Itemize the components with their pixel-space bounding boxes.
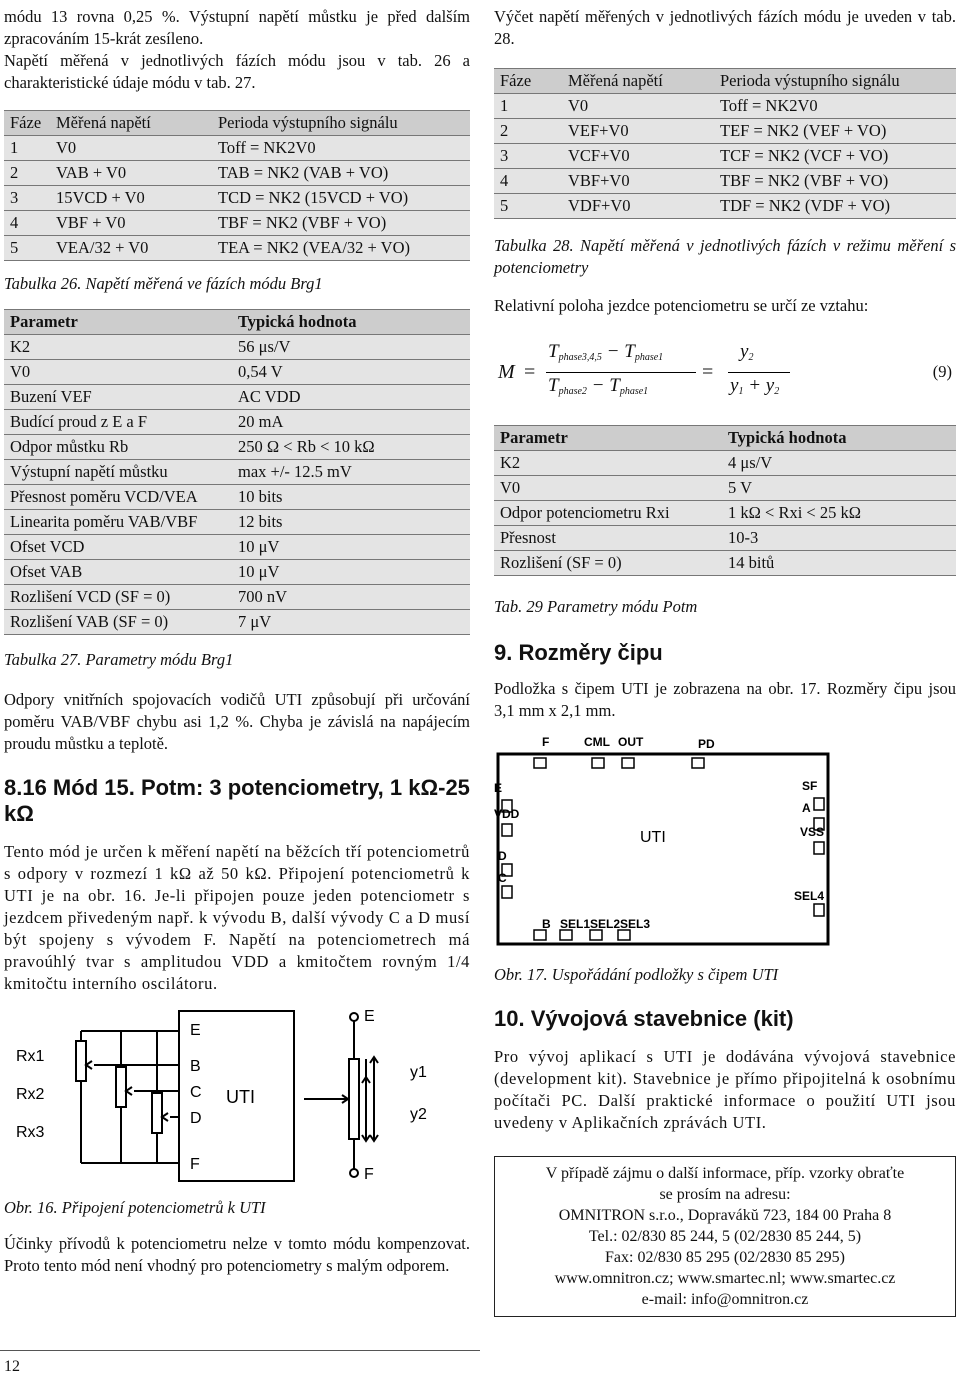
pad-label-sf: SF bbox=[802, 779, 818, 793]
cell: 12 bits bbox=[232, 510, 470, 535]
contact-line: se prosím na adresu: bbox=[659, 1186, 791, 1203]
table-row bbox=[4, 485, 470, 510]
chip-label: UTI bbox=[640, 829, 666, 846]
contact-line: V případě zájmu o další informace, příp. vzorky obraťte bbox=[545, 1165, 905, 1182]
pin-label-f: F bbox=[190, 1156, 200, 1173]
table-row bbox=[4, 535, 470, 560]
cell: 4 μs/V bbox=[722, 451, 956, 476]
table-row bbox=[4, 610, 470, 635]
cell: Odpor můstku Rb bbox=[4, 435, 232, 460]
cell: 700 nV bbox=[232, 585, 470, 610]
cell: 20 mA bbox=[232, 410, 470, 435]
table-row bbox=[4, 385, 470, 410]
pin-label-b: B bbox=[190, 1058, 201, 1075]
cell: Výstupní napětí můstku bbox=[4, 460, 232, 485]
cell: TEA = NK2 (VEA/32 + VO) bbox=[212, 236, 470, 261]
figure-16-caption: Obr. 16. Připojení potenciometrů k UTI bbox=[4, 1198, 266, 1217]
table-row bbox=[4, 585, 470, 610]
cell: TEF = NK2 (VEF + VO) bbox=[714, 119, 956, 144]
header-cell: Měřená napětí bbox=[50, 111, 212, 136]
cell: TCD = NK2 (15VCD + VO) bbox=[212, 186, 470, 211]
pad-label-vss: VSS bbox=[800, 825, 825, 839]
cell: VEA/32 + V0 bbox=[50, 236, 212, 261]
cell: VCF+V0 bbox=[562, 144, 714, 169]
cell: 2 bbox=[494, 119, 562, 144]
table-header bbox=[494, 69, 956, 94]
table-29 bbox=[494, 425, 956, 576]
cell: 2 bbox=[4, 161, 50, 186]
cell: K2 bbox=[494, 451, 722, 476]
pad-label-b: B bbox=[542, 917, 551, 931]
pin-label-c: C bbox=[190, 1084, 202, 1101]
section-heading-8-16: 8.16 Mód 15. Potm: 3 potenciometry, 1 kΩ-25 kΩ bbox=[4, 775, 470, 826]
cell: 10 μV bbox=[232, 560, 470, 585]
table-row bbox=[4, 510, 470, 535]
pad-label-sel2: SEL2 bbox=[590, 917, 621, 931]
cell: 5 bbox=[4, 236, 50, 261]
mode15-paragraph: Tento mód je určen k měření napětí na běžcích tří potenciometrů s odpory v rozmezí 1 kΩ až 50 kΩ. Připojení potenciometrů k UTI je na obr. 16. Je-li připojen pouze jeden potenciometr s jezdcem přivedeným např. k vývodu B, další vývody C a D musí být spojeny s vývodem F. Napětí na potenciometrech má pravoúhlý tvar s amplitudou VDD a kmitočtem rovným 1/4 kmitočtu interního oscilátoru. bbox=[4, 842, 470, 993]
cell: VAB + V0 bbox=[50, 161, 212, 186]
pad-label-e: E bbox=[494, 781, 503, 795]
cell: V0 bbox=[494, 476, 722, 501]
contact-phone: Tel.: 02/830 85 244, 5 (02/2830 85 244, 5) bbox=[588, 1228, 862, 1245]
header-cell: Parametr bbox=[494, 426, 722, 451]
cell: Toff = NK2V0 bbox=[212, 136, 470, 161]
pad-label-f: F bbox=[542, 735, 550, 749]
contact-company: OMNITRON s.r.o., Dopravákŭ 723, 184 00 Praha 8 bbox=[558, 1207, 892, 1224]
cell: 7 μV bbox=[232, 610, 470, 635]
cell: TBF = NK2 (VBF + VO) bbox=[212, 211, 470, 236]
table-row bbox=[4, 410, 470, 435]
pin-label-d: D bbox=[190, 1110, 202, 1127]
page-number: 12 bbox=[4, 1358, 20, 1375]
cell: TCF = NK2 (VCF + VO) bbox=[714, 144, 956, 169]
header-cell: Fáze bbox=[494, 69, 562, 94]
cell: Budící proud z E a F bbox=[4, 410, 232, 435]
cell: AC VDD bbox=[232, 385, 470, 410]
table-26 bbox=[4, 110, 470, 261]
contact-fax: Fax: 02/830 85 295 (02/2830 85 295) bbox=[605, 1249, 845, 1266]
cell: 10 μV bbox=[232, 535, 470, 560]
right-column bbox=[494, 6, 956, 1317]
cell: 5 bbox=[494, 194, 562, 219]
cell: 15VCD + V0 bbox=[50, 186, 212, 211]
cell: Přesnost poměru VCD/VEA bbox=[4, 485, 232, 510]
table-row bbox=[4, 460, 470, 485]
cell: Odpor potenciometru Rxi bbox=[494, 501, 722, 526]
table-row bbox=[4, 211, 470, 236]
cell: 0,54 V bbox=[232, 360, 470, 385]
cell: 10-3 bbox=[722, 526, 956, 551]
table-row bbox=[4, 161, 470, 186]
cell: Rozlišení VCD (SF = 0) bbox=[4, 585, 232, 610]
cell: 3 bbox=[4, 186, 50, 211]
table-row bbox=[4, 435, 470, 460]
pad-label-sel4: SEL4 bbox=[794, 889, 825, 903]
cell: VBF + V0 bbox=[50, 211, 212, 236]
cell: max +/- 12.5 mV bbox=[232, 460, 470, 485]
cell: 1 bbox=[494, 94, 562, 119]
chip-label: UTI bbox=[226, 1087, 255, 1107]
table-27 bbox=[4, 309, 470, 635]
cell: V0 bbox=[50, 136, 212, 161]
left-column bbox=[4, 6, 470, 1277]
cell: Rozlišení VAB (SF = 0) bbox=[4, 610, 232, 635]
intro-paragraph-2: Napětí měřená v jednotlivých fázích módu jsou v tab. 26 a charakteristické údaje módu v tab. 27. bbox=[4, 51, 470, 92]
table-28-caption: Tabulka 28. Napětí měřená v jednotlivých fázích v režimu měření s potenciometry bbox=[494, 236, 956, 277]
cell: 1 kΩ < Rxi < 25 kΩ bbox=[722, 501, 956, 526]
header-cell: Fáze bbox=[4, 111, 50, 136]
section-heading-10: 10. Vývojová stavebnice (kit) bbox=[494, 1006, 794, 1031]
cell: 1 bbox=[4, 136, 50, 161]
effects-paragraph: Účinky přívodů k potenciometru nelze v tomto módu kompenzovat. Proto tento mód není vhodný pro potenciometry s malým odporem. bbox=[4, 1234, 470, 1275]
resistance-paragraph: Odpory vnitřních spojovacích vodičů UTI způsobují při určování poměru VAB/VBF chybu asi 1,2 %. Chyba je závislá na napájecím proudu můstku a teplotě. bbox=[4, 690, 470, 753]
output-label-y1: y1 bbox=[410, 1064, 427, 1081]
intro-paragraph-1: módu 13 rovna 0,25 %. Výstupní napětí můstku je před dalším zpracováním 15-krát zesíleno. bbox=[4, 7, 470, 48]
table-row bbox=[4, 136, 470, 161]
figure-17-diagram bbox=[494, 732, 834, 952]
cell: V0 bbox=[562, 94, 714, 119]
cell: 4 bbox=[494, 169, 562, 194]
table-header bbox=[494, 426, 956, 451]
contact-websites: www.omnitron.cz; www.smartec.nl; www.smartec.cz bbox=[554, 1270, 896, 1287]
pad-label-cml: CML bbox=[584, 735, 610, 749]
contact-box bbox=[494, 1156, 956, 1317]
pad-label-d: D bbox=[498, 849, 507, 863]
cell: Toff = NK2V0 bbox=[714, 94, 956, 119]
header-cell: Perioda výstupního signálu bbox=[212, 111, 470, 136]
table-row bbox=[494, 476, 956, 501]
table-27-caption: Tabulka 27. Parametry módu Brg1 bbox=[4, 650, 234, 669]
table-row bbox=[494, 451, 956, 476]
cell: Rozlišení (SF = 0) bbox=[494, 551, 722, 576]
table-row bbox=[4, 236, 470, 261]
cell: VDF+V0 bbox=[562, 194, 714, 219]
chip-paragraph: Podložka s čipem UTI je zobrazena na obr. 17. Rozměry čipu jsou 3,1 mm x 2,1 mm. bbox=[494, 679, 956, 720]
cell: Přesnost bbox=[494, 526, 722, 551]
figure-16-diagram bbox=[4, 1003, 464, 1193]
table-row bbox=[494, 169, 956, 194]
pad-label-c: C bbox=[498, 871, 507, 885]
section-heading-9: 9. Rozměry čipu bbox=[494, 640, 663, 665]
footer-rule bbox=[0, 1350, 480, 1351]
header-cell: Typická hodnota bbox=[232, 310, 470, 335]
figure-17-caption: Obr. 17. Uspořádání podložky s čipem UTI bbox=[494, 965, 779, 984]
cell: 56 μs/V bbox=[232, 335, 470, 360]
table-row bbox=[4, 360, 470, 385]
contact-email: e-mail: info@omnitron.cz bbox=[641, 1291, 809, 1308]
table-28 bbox=[494, 68, 956, 219]
cell: Ofset VCD bbox=[4, 535, 232, 560]
table-row bbox=[494, 501, 956, 526]
relative-position-paragraph: Relativní poloha jezdce potenciometru se určí ze vztahu: bbox=[494, 296, 869, 315]
table-row bbox=[494, 526, 956, 551]
header-cell: Měřená napětí bbox=[562, 69, 714, 94]
table-row bbox=[4, 186, 470, 211]
table-row bbox=[494, 144, 956, 169]
header-cell: Typická hodnota bbox=[722, 426, 956, 451]
cell: 4 bbox=[4, 211, 50, 236]
cell: TDF = NK2 (VDF + VO) bbox=[714, 194, 956, 219]
cell: 5 V bbox=[722, 476, 956, 501]
cell: 10 bits bbox=[232, 485, 470, 510]
pad-label-sel1: SEL1 bbox=[560, 917, 591, 931]
table-row bbox=[494, 194, 956, 219]
table-header bbox=[4, 111, 470, 136]
table-26-caption: Tabulka 26. Napětí měřená ve fázích módu Brg1 bbox=[4, 274, 323, 293]
table-row bbox=[494, 551, 956, 576]
cell: K2 bbox=[4, 335, 232, 360]
cell: 3 bbox=[494, 144, 562, 169]
pin-label-e: E bbox=[190, 1022, 201, 1039]
header-cell: Perioda výstupního signálu bbox=[714, 69, 956, 94]
resistor-label-rx3: Rx3 bbox=[16, 1124, 45, 1141]
cell: 250 Ω < Rb < 10 kΩ bbox=[232, 435, 470, 460]
pad-label-sel3: SEL3 bbox=[620, 917, 651, 931]
formula-9: M = $T_{phase3,4,5} - T_{phase1}$ $T_{phase2} - T_{phase1}$ = $y_2$ $y_1 + y_2$ (9) bbox=[498, 341, 952, 397]
pad-label-pd: PD bbox=[698, 737, 715, 751]
formula-number: (9) bbox=[932, 362, 952, 381]
cell: Ofset VAB bbox=[4, 560, 232, 585]
right-intro-paragraph: Výčet napětí měřených v jednotlivých fázích módu je uveden v tab. 28. bbox=[494, 7, 956, 48]
cell: V0 bbox=[4, 360, 232, 385]
resistor-label-rx1: Rx1 bbox=[16, 1048, 45, 1065]
kit-paragraph: Pro vývoj aplikací s UTI je dodávána vývojová stavebnice (development kit). Stavebnice je přímo připojitelná k osobnímu počítači PC. Další praktické informace o použití UTI jsou uvedeny v Aplikačních zprávách UTI. bbox=[494, 1047, 956, 1132]
header-cell: Parametr bbox=[4, 310, 232, 335]
cell: TBF = NK2 (VBF + VO) bbox=[714, 169, 956, 194]
cell: TAB = NK2 (VAB + VO) bbox=[212, 161, 470, 186]
cell: VBF+V0 bbox=[562, 169, 714, 194]
table-row bbox=[4, 335, 470, 360]
output-label-y2: y2 bbox=[410, 1106, 427, 1123]
cell: 14 bitů bbox=[722, 551, 956, 576]
cell: VEF+V0 bbox=[562, 119, 714, 144]
pad-label-a: A bbox=[802, 801, 811, 815]
right-pin-label-e: E bbox=[364, 1008, 375, 1025]
cell: Buzení VEF bbox=[4, 385, 232, 410]
table-row bbox=[494, 94, 956, 119]
table-row bbox=[4, 560, 470, 585]
pad-label-vdd: VDD bbox=[494, 807, 520, 821]
table-header bbox=[4, 310, 470, 335]
table-row bbox=[494, 119, 956, 144]
right-pin-label-f: F bbox=[364, 1166, 374, 1183]
pad-label-out: OUT bbox=[618, 735, 644, 749]
table-29-caption: Tab. 29 Parametry módu Potm bbox=[494, 597, 698, 616]
cell: Linearita poměru VAB/VBF bbox=[4, 510, 232, 535]
resistor-label-rx2: Rx2 bbox=[16, 1086, 45, 1103]
